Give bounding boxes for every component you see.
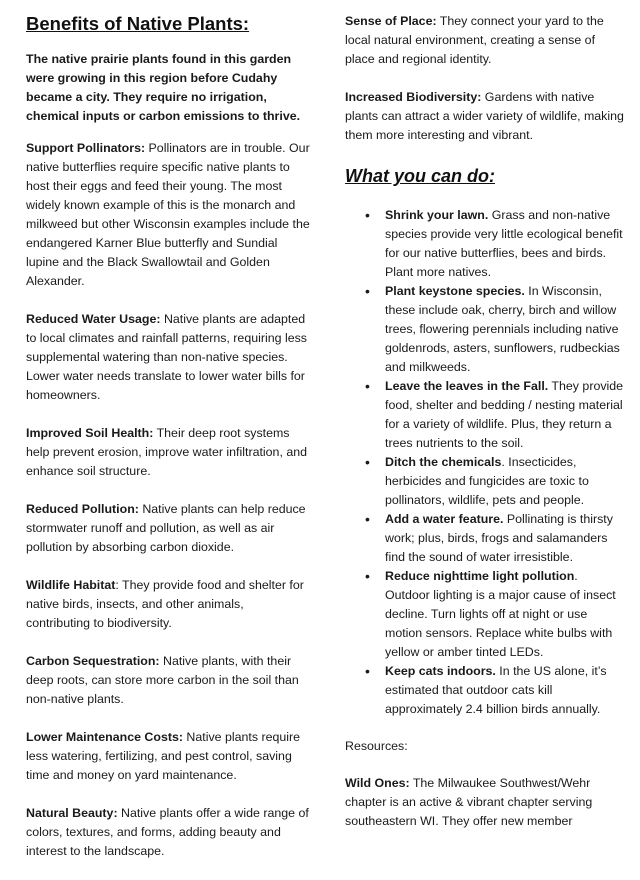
- action-text: . Insecticides, herbicides and fungicides are toxic to pollinators, wildlife, pets and people.: [385, 455, 589, 507]
- action-label: Plant keystone species.: [385, 284, 525, 298]
- benefit-text: : They provide food and shelter for native birds, insects, and other animals, contributing to biodiversity.: [26, 578, 304, 630]
- benefit-label: Increased Biodiversity:: [345, 90, 482, 104]
- benefit-label: Reduced Water Usage:: [26, 312, 161, 326]
- action-text: In the US alone, it’s estimated that outdoor cats kill approximately 2.4 billion birds annually.: [385, 664, 607, 716]
- benefit-text: Native plants can help reduce stormwater runoff and pollution, as well as air pollution by absorbing carbon dioxide.: [26, 502, 306, 554]
- benefit-support-pollinators: [26, 139, 310, 291]
- action-text: . Outdoor lighting is a major cause of insect decline. Turn lights off at night or use motion sensors. Replace white bulbs with yellow or amber tinted LEDs.: [385, 569, 616, 659]
- benefit-text: Native plants, with their deep roots, can store more carbon in the soil than non-native plants.: [26, 654, 299, 706]
- action-text: Pollinating is thirsty work; plus, birds, frogs and salamanders find the sound of water irresistible.: [385, 512, 613, 564]
- benefit-carbon-sequestration: [26, 652, 310, 709]
- action-label: Shrink your lawn.: [385, 208, 489, 222]
- page-title: Benefits of Native Plants:: [26, 13, 250, 34]
- benefit-label: Natural Beauty:: [26, 806, 118, 820]
- action-item-ditch-chemicals: [385, 453, 625, 510]
- action-label: Keep cats indoors.: [385, 664, 496, 678]
- benefit-text: Their deep root systems help prevent erosion, improve water infiltration, and enhance soil structure.: [26, 426, 308, 478]
- benefit-lower-maintenance-costs: [26, 728, 310, 785]
- action-text: Grass and non-native species provide very little ecological benefit for our native butterflies, bees and birds. Plant more natives.: [385, 208, 623, 279]
- right-column: [345, 12, 625, 850]
- benefit-natural-beauty: [26, 804, 310, 861]
- action-text: They provide food, shelter and bedding / nesting material for a variety of wildlife. Plus, they return a trees nutrients to the soil.: [385, 379, 624, 450]
- benefit-reduced-water-usage: [26, 310, 310, 405]
- left-column: [26, 12, 310, 880]
- resource-wild-ones: [345, 774, 625, 831]
- benefit-text: They connect your yard to the local natural environment, creating a sense of place and regional identity.: [345, 14, 604, 66]
- action-text: In Wisconsin, these include oak, cherry, birch and willow trees, flowering perennials including native goldenrods, asters, sunflowers, rudbeckias and milkweeds.: [385, 284, 620, 374]
- benefit-label: Carbon Sequestration:: [26, 654, 160, 668]
- action-item-leave-leaves: [385, 377, 625, 453]
- action-item-light-pollution: [385, 567, 625, 662]
- action-label: Ditch the chemicals: [385, 455, 502, 469]
- benefit-label: Support Pollinators:: [26, 141, 146, 155]
- benefit-text: Native plants require less watering, fertilizing, and pest control, saving time and money on yard maintenance.: [26, 730, 301, 782]
- action-label: Leave the leaves in the Fall.: [385, 379, 549, 393]
- intro-paragraph: The native prairie plants found in this garden were growing in this region before Cudahy became a city. They require no irrigation, chemical inputs or carbon emissions to thrive.: [26, 52, 301, 123]
- action-item-keystone-species: [385, 282, 625, 377]
- benefit-text: Native plants are adapted to local climates and rainfall patterns, requiring less supplemental watering than non-native species. Lower water needs translate to lower water bills for homeowners.: [26, 312, 307, 402]
- benefit-text: Native plants offer a wide range of colors, textures, and forms, adding beauty and interest to the landscape.: [26, 806, 309, 858]
- action-label: Reduce nighttime light pollution: [385, 569, 575, 583]
- benefit-label: Reduced Pollution:: [26, 502, 139, 516]
- action-item-water-feature: [385, 510, 625, 567]
- benefit-wildlife-habitat: [26, 576, 310, 633]
- action-list: [345, 206, 625, 719]
- action-label: Add a water feature.: [385, 512, 504, 526]
- benefit-improved-soil-health: [26, 424, 310, 481]
- action-item-keep-cats-indoors: [385, 662, 625, 719]
- resources-label: Resources:: [345, 739, 408, 753]
- resource-label: Wild Ones:: [345, 776, 410, 790]
- benefit-sense-of-place: [345, 12, 625, 69]
- benefit-text: Gardens with native plants can attract a wider variety of wildlife, making them more interesting and vibrant.: [345, 90, 624, 142]
- benefit-label: Improved Soil Health:: [26, 426, 154, 440]
- benefit-reduced-pollution: [26, 500, 310, 557]
- what-you-can-do-heading: What you can do:: [345, 166, 495, 186]
- action-item-shrink-lawn: [385, 206, 625, 282]
- benefit-text: Pollinators are in trouble. Our native butterflies require specific native plants to host their eggs and feed their young. The most widely known example of this is the monarch and milkweed but other Wisconsin examples include the endangered Karner Blue butterfly and Sundial lupine and the Black Swallowtail and Golden Alexander.: [26, 141, 310, 288]
- benefit-label: Lower Maintenance Costs:: [26, 730, 183, 744]
- benefit-label: Sense of Place:: [345, 14, 437, 28]
- benefit-increased-biodiversity: [345, 88, 625, 145]
- benefit-label: Wildlife Habitat: [26, 578, 116, 592]
- resource-text: The Milwaukee Southwest/Wehr chapter is an active & vibrant chapter serving southeastern WI. They offer new member: [345, 776, 593, 828]
